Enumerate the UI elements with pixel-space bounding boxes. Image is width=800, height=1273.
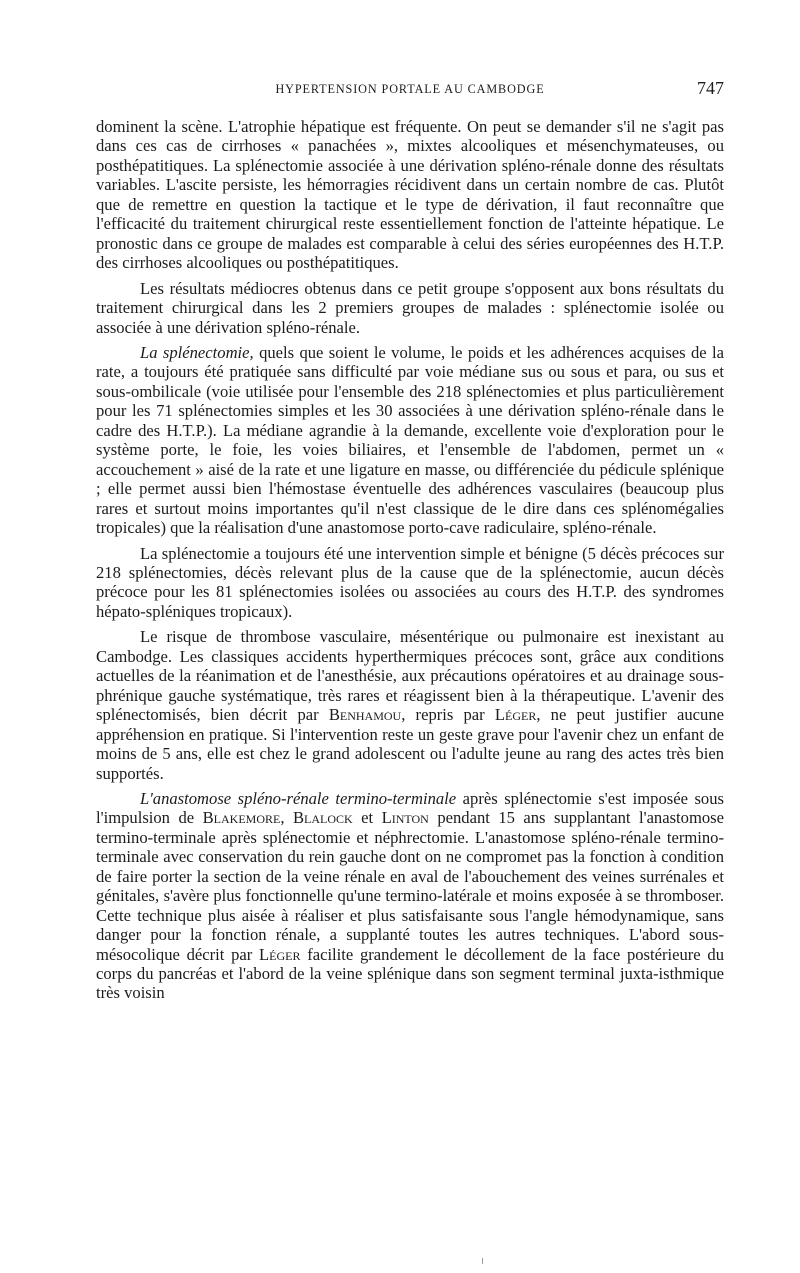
paragraph-text: , ne peut justifier aucune appréhension en pratique. Si l'intervention reste un geste grave pour l'avenir chez un enfant de moins de 5 ans, elle est chez le grand adolescent ou l'adulte jeune au rang des actes très bien supportés.	[96, 705, 724, 783]
paragraph-text: La splénectomie a toujours été une intervention simple et bénigne (5 décès précoces sur 218 splénectomies, décès relevant plus de la cause que de la splénectomie, aucun décès précoce pour les 81 splénectomies isolées ou associées au cours des H.T.P. des syndromes hépato-spléniques tropicaux).	[96, 543, 724, 621]
paragraph-5	[96, 627, 724, 783]
paragraph-text: facilite grandement le décollement de la face postérieure du corps du pancréas et l'abord de la veine splénique dans son segment terminal juxta-isthmique très voisin	[96, 944, 724, 1003]
paragraph-text: pendant 15 ans supplantant l'anastomose termino-terminale après splénectomie et néphrectomie. L'anastomose spléno-rénale termino-terminale avec conservation du rein gauche dont on ne compromet pas la fonction à condition de faire porter la section de la veine rénale en aval de l'abouchement des veines surrénales et génitales, s'avère plus fonctionnelle qu'une termino-latérale et moins exposée à se thromboser. Cette technique plus aisée à réaliser et plus satisfaisante sous l'angle hémodynamique, sans danger pour la fonction rénale, a supplanté toutes les autres techniques. L'abord sous-mésocolique décrit par	[96, 808, 724, 964]
author-name: Linton	[381, 808, 429, 828]
running-header	[96, 78, 724, 102]
author-name: Léger	[494, 705, 537, 725]
paragraph-text: après splénectomie s'est imposée sous l'impulsion de	[96, 788, 724, 828]
author-name: Benhamou	[328, 705, 402, 725]
running-title: HYPERTENSION PORTALE AU CAMBODGE	[275, 82, 545, 96]
page-number: 747	[697, 78, 724, 98]
paragraph-1	[96, 117, 724, 273]
document-page	[96, 0, 724, 1273]
author-name: Léger	[259, 944, 301, 964]
paragraph-text: , repris par	[401, 705, 495, 725]
paragraph-text: ,	[280, 808, 293, 828]
paragraph-4	[96, 544, 724, 622]
paragraph-text: Le risque de thrombose vasculaire, mésentérique ou pulmonaire est inexistant au Cambodge. Les classiques accidents hyperthermiques précoces sont, grâce aux conditions actuelles de la réanimation et de l'anesthésie, aux précautions opératoires et au drainage sous-phrénique gauche systématique, très rares et réagissent bien à la thérapeutique. L'avenir des splénectomisés, bien décrit par	[96, 627, 724, 725]
print-mark	[482, 1258, 483, 1264]
author-name: Blakemore	[202, 808, 281, 828]
paragraph-text: et	[352, 808, 382, 828]
author-name: Blalock	[292, 808, 353, 828]
paragraph-2	[96, 279, 724, 337]
paragraph-text: dominent la scène. L'atrophie hépatique est fréquente. On peut se demander s'il ne s'agit pas dans ces cas de cirrhoses « panachées », mixtes alcooliques et mésenchymateuses, ou posthépatitiques. La splénectomie associée à une dérivation spléno-rénale donne des résultats variables. L'ascite persiste, les hémorragies récidivent dans un certain nombre de cas. Plutôt que de remettre en question la tactique et le type de dérivation, il faut reconnaître que l'efficacité du traitement chirurgical reste essentiellement fonction de l'atteinte hépatique. Le pronostic dans ce groupe de malades est comparable à celui des séries européennes des H.T.P. des cirrhoses alcooliques ou posthépatitiques.	[96, 117, 724, 273]
paragraph-text: quels que soient le volume, le poids et les adhérences acquises de la rate, a toujours été pratiquée sans difficulté par voie médiane sus ou sous et para, ou sus et sous-ombilicale (voie utilisée pour l'ensemble des 218 splénectomies et plus particulièrement pour les 71 splénectomies simples et les 30 associées à une dérivation spléno-rénale dans le cadre des H.T.P.). La médiane agrandie à la demande, excellente voie d'exploration pour le système porte, le foie, les voies biliaires, et l'ensemble de l'abdomen, permet un « accouchement » aisé de la rate et une ligature en masse, ou différenciée du pédicule splénique ; elle permet aussi bien l'hémostase éventuelle des adhérences vasculaires (beaucoup plus rares et surtout moins importantes qu'il n'est classique de le dire dans ces splénomégalies tropicales) que la réalisation d'une anastomose porto-cave radiculaire, spléno-rénale.	[96, 342, 725, 538]
paragraph-3	[96, 343, 724, 538]
paragraph-6	[96, 789, 724, 1003]
italic-lead-phrase: L'anastomose spléno-rénale termino-terminale	[140, 788, 457, 808]
body-text	[96, 117, 724, 1009]
paragraph-text: Les résultats médiocres obtenus dans ce petit groupe s'opposent aux bons résultats du traitement chirurgical dans les 2 premiers groupes de malades : splénectomie isolée ou associée à une dérivation spléno-rénale.	[96, 278, 724, 337]
italic-lead-phrase: La splénectomie,	[140, 342, 254, 362]
